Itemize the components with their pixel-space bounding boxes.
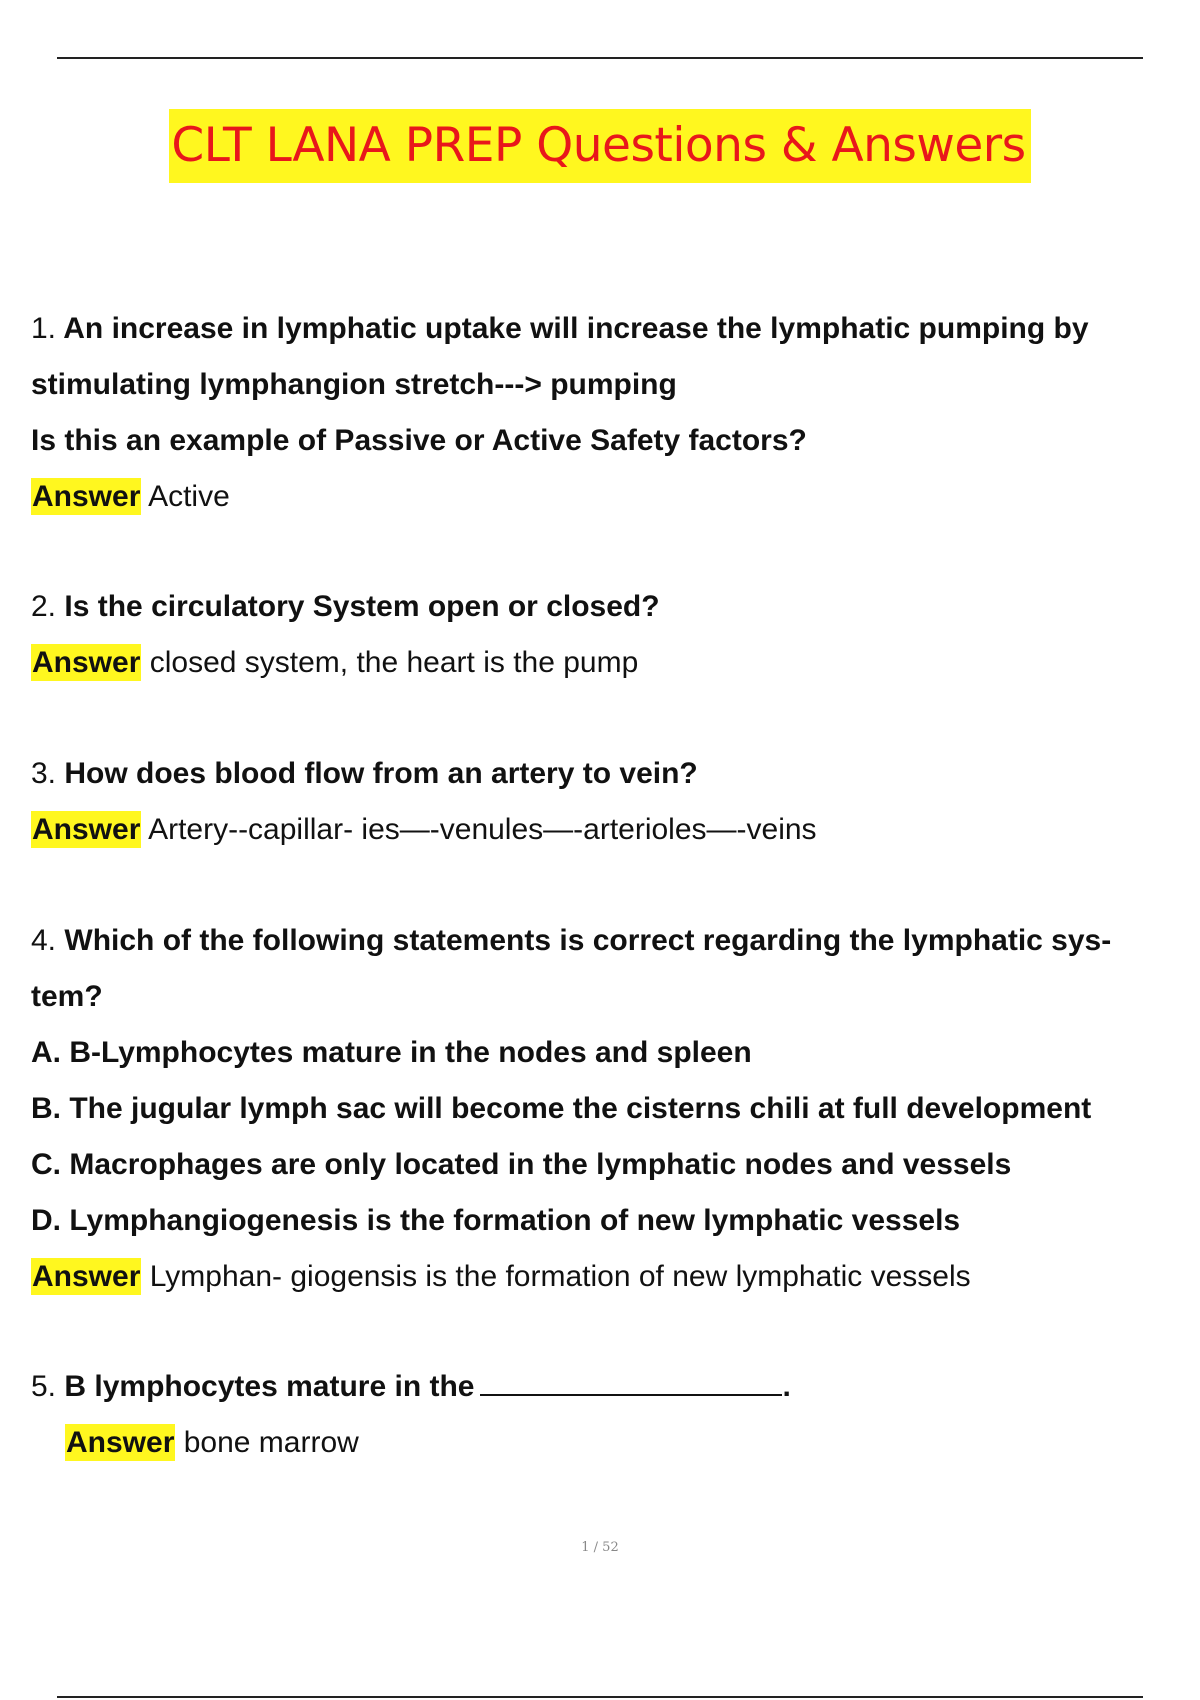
option-b: B. The jugular lymph sac will become the cisterns chili at full development: [31, 1092, 1092, 1125]
answer-row: [31, 802, 1181, 858]
question-4-line-2: tem?: [31, 980, 103, 1013]
answer-row: [31, 1249, 1181, 1305]
answer-label: Answer: [32, 1260, 141, 1293]
question-number: 2.: [31, 590, 57, 623]
question-2-line-1: [31, 579, 1181, 635]
answer-label: Answer: [32, 646, 141, 679]
question-text: How does blood flow from an artery to vein?: [64, 757, 698, 790]
top-rule: [57, 57, 1143, 59]
answer-label: Answer: [32, 813, 141, 846]
question-number: 3.: [31, 757, 57, 790]
question-text: An increase in lymphatic uptake will increase the lymphatic pumping by: [63, 312, 1089, 345]
fill-in-blank: [480, 1366, 782, 1396]
question-4-line-1: [31, 913, 1181, 969]
answer-text: Artery--capillar- ies—-venules—-arterioles—-veins: [148, 813, 817, 846]
title-block: [0, 109, 1200, 183]
page-indicator: 1 / 52: [581, 1540, 619, 1555]
question-5: [31, 1359, 1181, 1471]
question-5-line-1: [31, 1359, 1181, 1415]
question-number: 4.: [31, 924, 57, 957]
question-1-line-3: Is this an example of Passive or Active Safety factors?: [31, 424, 807, 457]
document-title: CLT LANA PREP Questions & Answers: [169, 109, 1030, 183]
answer-label: Answer: [66, 1426, 175, 1459]
question-2: [31, 579, 1181, 691]
question-number: 5.: [31, 1370, 57, 1403]
answer-text: bone marrow: [183, 1426, 359, 1459]
answer-row: [31, 469, 1181, 525]
answer-label: Answer: [32, 480, 141, 513]
answer-row: [31, 635, 1181, 691]
question-3: [31, 746, 1181, 858]
answer-text: Lymphan- giogensis is the formation of new lymphatic vessels: [149, 1260, 971, 1293]
answer-text: Active: [148, 480, 230, 513]
question-text: Which of the following statements is correct regarding the lymphatic sys-: [64, 924, 1112, 957]
question-text: Is the circulatory System open or closed?: [64, 590, 660, 623]
question-1: [31, 301, 1181, 525]
option-d: D. Lymphangiogenesis is the formation of new lymphatic vessels: [31, 1204, 961, 1237]
answer-row: [31, 1415, 1181, 1471]
answer-text: closed system, the heart is the pump: [149, 646, 639, 679]
question-number: 1.: [31, 312, 57, 345]
question-1-line-1: [31, 301, 1181, 357]
question-text: B lymphocytes mature in the: [64, 1370, 475, 1403]
question-1-line-2: stimulating lymphangion stretch---> pumping: [31, 368, 677, 401]
question-4: [31, 913, 1181, 1305]
question-3-line-1: [31, 746, 1181, 802]
bottom-rule: [57, 1696, 1143, 1698]
blank-period: .: [782, 1370, 791, 1403]
option-c: C. Macrophages are only located in the lymphatic nodes and vessels: [31, 1148, 1012, 1181]
option-a: A. B-Lymphocytes mature in the nodes and spleen: [31, 1036, 752, 1069]
